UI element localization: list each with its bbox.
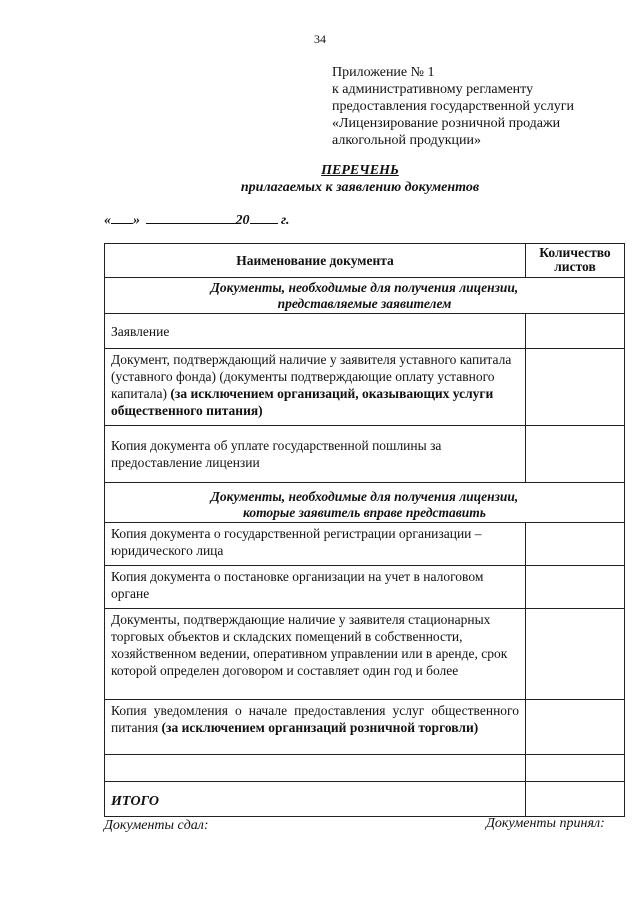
- document-name: Копия документа об уплате государственной пошлины за предоставление лицензии: [105, 426, 526, 483]
- page-number: 34: [314, 32, 326, 46]
- appendix-line: к административному регламенту: [332, 82, 534, 97]
- appendix-line: алкогольной продукции»: [332, 133, 481, 148]
- document-name-text: Документ, подтверждающий наличие у заявителя уставного капитала (уставного фонда) (документы подтверждающие оплату уставного капитала): [111, 352, 512, 401]
- section-2-line-2: которые заявитель вправе представить: [243, 505, 486, 520]
- document-name: [105, 349, 526, 426]
- sheet-count-cell[interactable]: [526, 755, 625, 782]
- section-1-line-2: представляемые заявителем: [277, 296, 452, 311]
- empty-cell[interactable]: [105, 755, 526, 782]
- year-blank: [250, 211, 278, 224]
- document-name-text: Копия уведомления о начале предоставления услуг общественного питания: [111, 703, 519, 735]
- date-open-quote: «: [104, 213, 111, 228]
- appendix-line: Приложение № 1: [332, 65, 435, 80]
- section-heading-2: [105, 483, 625, 523]
- table-row: [105, 314, 625, 349]
- header-name: Наименование документа: [105, 244, 526, 278]
- document-name: Заявление: [105, 314, 526, 349]
- document-name-bold: (за исключением организаций, оказывающих услуги общественного питания): [111, 386, 494, 418]
- document-name: Документы, подтверждающие наличие у заявителя стационарных торговых объектов и складских помещений в собственности, хозяйственном ведении, оперативном управлении или в аренде, срок которой определен договором и составляет один год и более: [105, 609, 526, 700]
- year-prefix: 20: [235, 213, 250, 228]
- sheet-count-cell[interactable]: [526, 700, 625, 755]
- month-blank: [146, 211, 236, 224]
- sheet-count-cell[interactable]: [526, 609, 625, 700]
- title-line-1: ПЕРЕЧЕНЬ: [321, 163, 399, 178]
- document-name: [105, 700, 526, 755]
- section-row: [105, 278, 625, 314]
- table-row: [105, 426, 625, 483]
- total-count-cell[interactable]: [526, 782, 625, 817]
- sheet-count-cell[interactable]: [526, 566, 625, 609]
- header-count: [526, 244, 625, 278]
- section-1-line-1: Документы, необходимые для получения лицензии,: [210, 280, 519, 295]
- total-row: [105, 782, 625, 817]
- section-row: [105, 483, 625, 523]
- year-suffix: г.: [281, 213, 290, 228]
- sheet-count-cell[interactable]: [526, 349, 625, 426]
- appendix-header: [332, 64, 574, 149]
- table-row: [105, 523, 625, 566]
- document-title: [0, 163, 640, 196]
- table-row: [105, 349, 625, 426]
- empty-row: [105, 755, 625, 782]
- document-name: Копия документа о постановке организации на учет в налоговом органе: [105, 566, 526, 609]
- date-close-quote: »: [133, 213, 140, 228]
- documents-table: [104, 243, 625, 817]
- header-count-line-2: листов: [554, 259, 596, 274]
- appendix-line: предоставления государственной услуги: [332, 99, 574, 114]
- header-count-line-1: Количество: [539, 245, 611, 260]
- section-2-line-1: Документы, необходимые для получения лицензии,: [210, 489, 519, 504]
- document-name: Копия документа о государственной регистрации организации – юридического лица: [105, 523, 526, 566]
- appendix-line: «Лицензирование розничной продажи: [332, 116, 561, 131]
- sheet-count-cell[interactable]: [526, 426, 625, 483]
- table-header-row: [105, 244, 625, 278]
- sheet-count-cell[interactable]: [526, 523, 625, 566]
- title-line-2: прилагаемых к заявлению документов: [240, 180, 480, 195]
- document-name-bold: (за исключением организаций розничной торговли): [161, 720, 479, 735]
- table-row: [105, 700, 625, 755]
- table-row: [105, 566, 625, 609]
- date-line: [104, 211, 289, 229]
- section-heading-1: [105, 278, 625, 314]
- day-blank: [111, 211, 133, 224]
- submitted-by-label: Документы сдал:: [104, 818, 209, 833]
- received-by-label: Документы принял:: [486, 816, 605, 831]
- table-row: [105, 609, 625, 700]
- sheet-count-cell[interactable]: [526, 314, 625, 349]
- total-label: ИТОГО: [105, 782, 526, 817]
